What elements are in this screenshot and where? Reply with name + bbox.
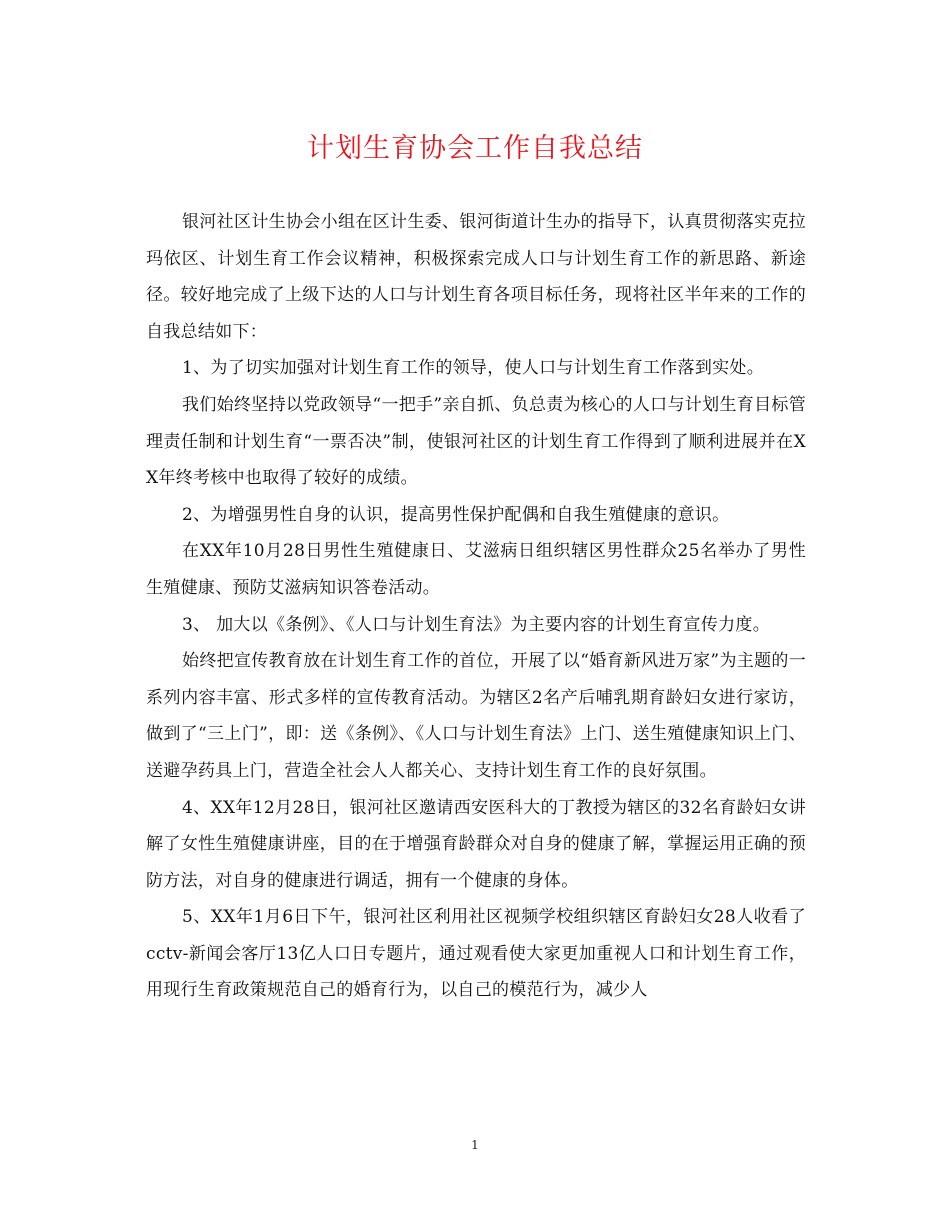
document-title: 计划生育协会工作自我总结: [307, 133, 643, 164]
paragraph-item-2-heading: 2、为增强男性自身的认识，提高男性保护配偶和自我生殖健康的意识。: [182, 504, 730, 525]
paragraph-item-2-body: 在XX年10月28日男性生殖健康日、艾滋病日组织辖区男性群众25名举办了男性生殖健康、预防艾滋病知识答卷活动。: [146, 541, 806, 598]
paragraph-item-1-body: 我们始终坚持以党政领导“一把手”亲自抓、负总责为核心的人口与计划生育目标管理责任制和计划生育“一票否决”制，使银河社区的计划生育工作得到了顺利进展并在XX年终考核中也取得了较好的成绩。: [146, 394, 806, 489]
paragraph-item-5: 5、XX年1月6日下午，银河社区利用社区视频学校组织辖区育龄妇女28人收看了cctv-新闻会客厅13亿人口日专题片，通过观看使大家更加重视人口和计划生育工作，用现行生育政策规范自己的婚育行为，以自己的模范行为，减少人: [146, 907, 806, 1001]
paragraph-intro: 银河社区计生协会小组在区计生委、银河街道计生办的指导下，认真贯彻落实克拉玛依区、计划生育工作会议精神，积极探索完成人口与计划生育工作的新思路、新途径。较好地完成了上级下达的人口与计划生育各项目标任务，现将社区半年来的工作的自我总结如下：: [146, 212, 806, 342]
paragraph-item-3-body: 始终把宣传教育放在计划生育工作的首位，开展了以“婚育新风进万家”为主题的一系列内容丰富、形式多样的宣传教育活动。为辖区2名产后哺乳期育龄妇女进行家访，做到了“三上门”，即：送《条例》、《人口与计划生育法》上门、送生殖健康知识上门、送避孕药具上门，营造全社会人人都关心、支持计划生育工作的良好氛围。: [146, 651, 806, 781]
paragraph-item-1-heading: 1、为了切实加强对计划生育工作的领导，使人口与计划生育工作落到实处。: [182, 358, 765, 379]
paragraph-item-3-heading: 3、 加大以《条例》、《人口与计划生育法》为主要内容的计划生育宣传力度。: [182, 614, 771, 635]
page-number: 1: [471, 1138, 479, 1152]
paragraph-item-4: 4、XX年12月28日，银河社区邀请西安医科大的丁教授为辖区的32名育龄妇女讲解了女性生殖健康讲座，目的在于增强育龄群众对自身的健康了解，掌握运用正确的预防方法，对自身的健康进行调适，拥有一个健康的身体。: [146, 797, 806, 891]
document-body: [146, 204, 806, 1009]
